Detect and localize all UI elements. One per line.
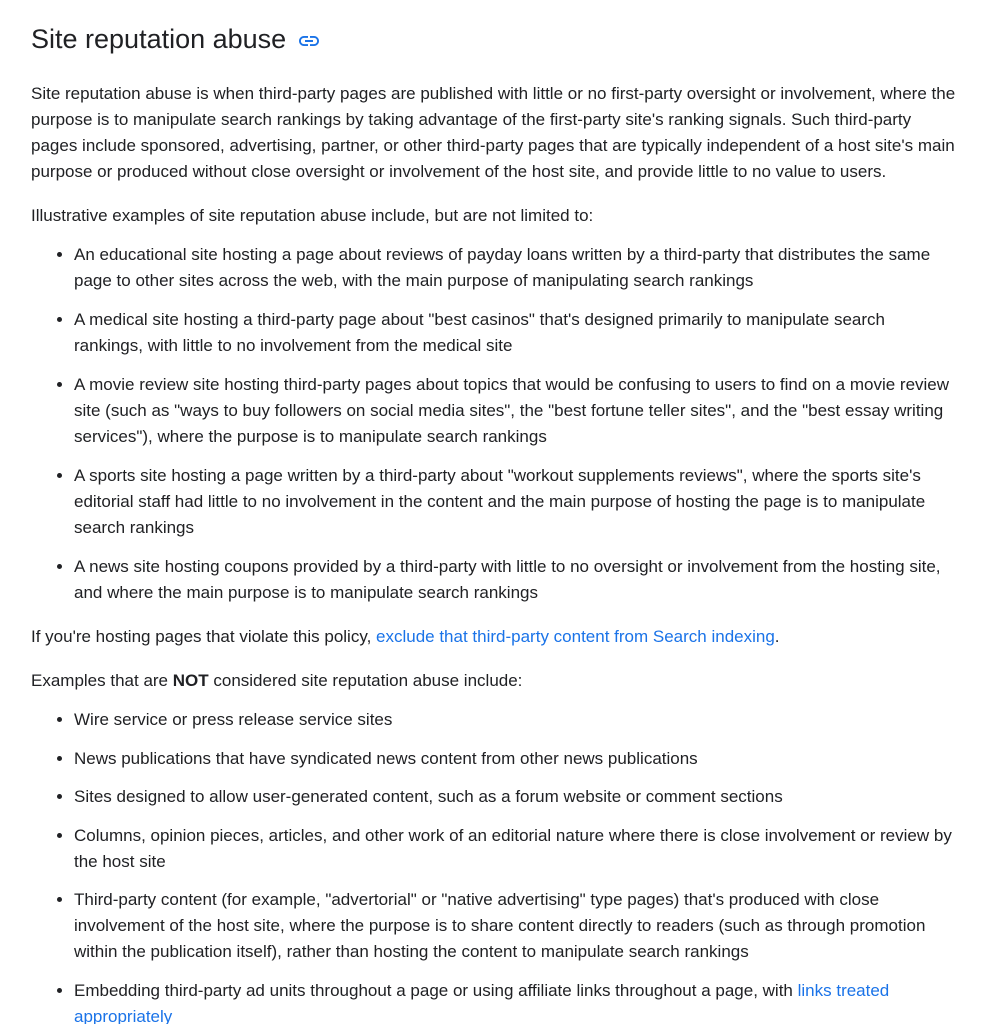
intro-paragraph: Site reputation abuse is when third-party pages are published with little or no first-party oversight or involvement, where the purpose is to manipulate search rankings by taking advantage of the first-party site's ranking signals. Such third-party pages include sponsored, advertising, partner, or other third-party pages that are typically independent of a host site's main purpose or produced without close oversight or involvement of the host site, and provide little to no value to users.	[31, 84, 956, 181]
list-item: • Wire service or press release service sites	[74, 707, 956, 733]
list-item: • An educational site hosting a page about reviews of payday loans written by a third-party that distributes the same page to other sites across the web, with the main purpose of manipulating search rankings	[74, 242, 956, 294]
not-emphasis: NOT	[172, 671, 209, 690]
exclude-content-link[interactable]: exclude that third-party content from Search indexing	[376, 627, 775, 646]
not-heading-prefix: Examples that are	[31, 671, 173, 690]
page-title: Site reputation abuse	[31, 24, 287, 54]
list-item: • Sites designed to allow user-generated content, such as a forum website or comment sections	[74, 784, 956, 810]
list-item	[74, 978, 956, 1024]
examples-heading: Illustrative examples of site reputation abuse include, but are not limited to:	[31, 206, 594, 225]
last-item-text: Embedding third-party ad units throughout a page or using affiliate links throughout a page, with	[74, 980, 798, 1000]
policy-suffix: .	[774, 627, 780, 646]
list-item: • Third-party content (for example, "advertorial" or "native advertising" type pages) that's produced with close involvement of the host site, where the purpose is to share content directly to readers (such as through promotion within the publication itself), rather than hosting the content to manipulate search rankings	[74, 887, 956, 965]
list-item: • A movie review site hosting third-party pages about topics that would be confusing to users to find on a movie review site (such as "ways to buy followers on social media sites", the "best fortune teller sites", and the "best essay writing services"), where the purpose is to manipulate search rankings	[74, 372, 956, 450]
list-item: • News publications that have syndicated news content from other news publications	[74, 746, 956, 772]
list-item: • A news site hosting coupons provided by a third-party with little to no oversight or involvement from the hosting site, and where the main purpose is to manipulate search rankings	[74, 554, 956, 606]
not-heading-suffix: considered site reputation abuse include:	[208, 671, 523, 690]
not-examples-heading	[31, 668, 956, 694]
abuse-examples-list	[31, 242, 956, 606]
links-treated-appropriately-link[interactable]: links treated appropriately	[74, 980, 890, 1024]
list-item: • Columns, opinion pieces, articles, and other work of an editorial nature where there is close involvement or review by the host site	[74, 823, 956, 875]
policy-paragraph	[31, 624, 956, 650]
list-item: • A medical site hosting a third-party page about "best casinos" that's designed primarily to manipulate search rankings, with little to no involvement from the medical site	[74, 307, 956, 359]
section-heading	[31, 22, 956, 56]
list-item: • A sports site hosting a page written by a third-party about "workout supplements reviews", where the sports site's editorial staff had little to no involvement in the content and the main purpose of hosting the page is to manipulate search rankings	[74, 463, 956, 541]
not-abuse-examples-list	[31, 707, 956, 1024]
policy-text: If you're hosting pages that violate this policy,	[31, 627, 377, 646]
link-icon[interactable]	[297, 29, 321, 53]
